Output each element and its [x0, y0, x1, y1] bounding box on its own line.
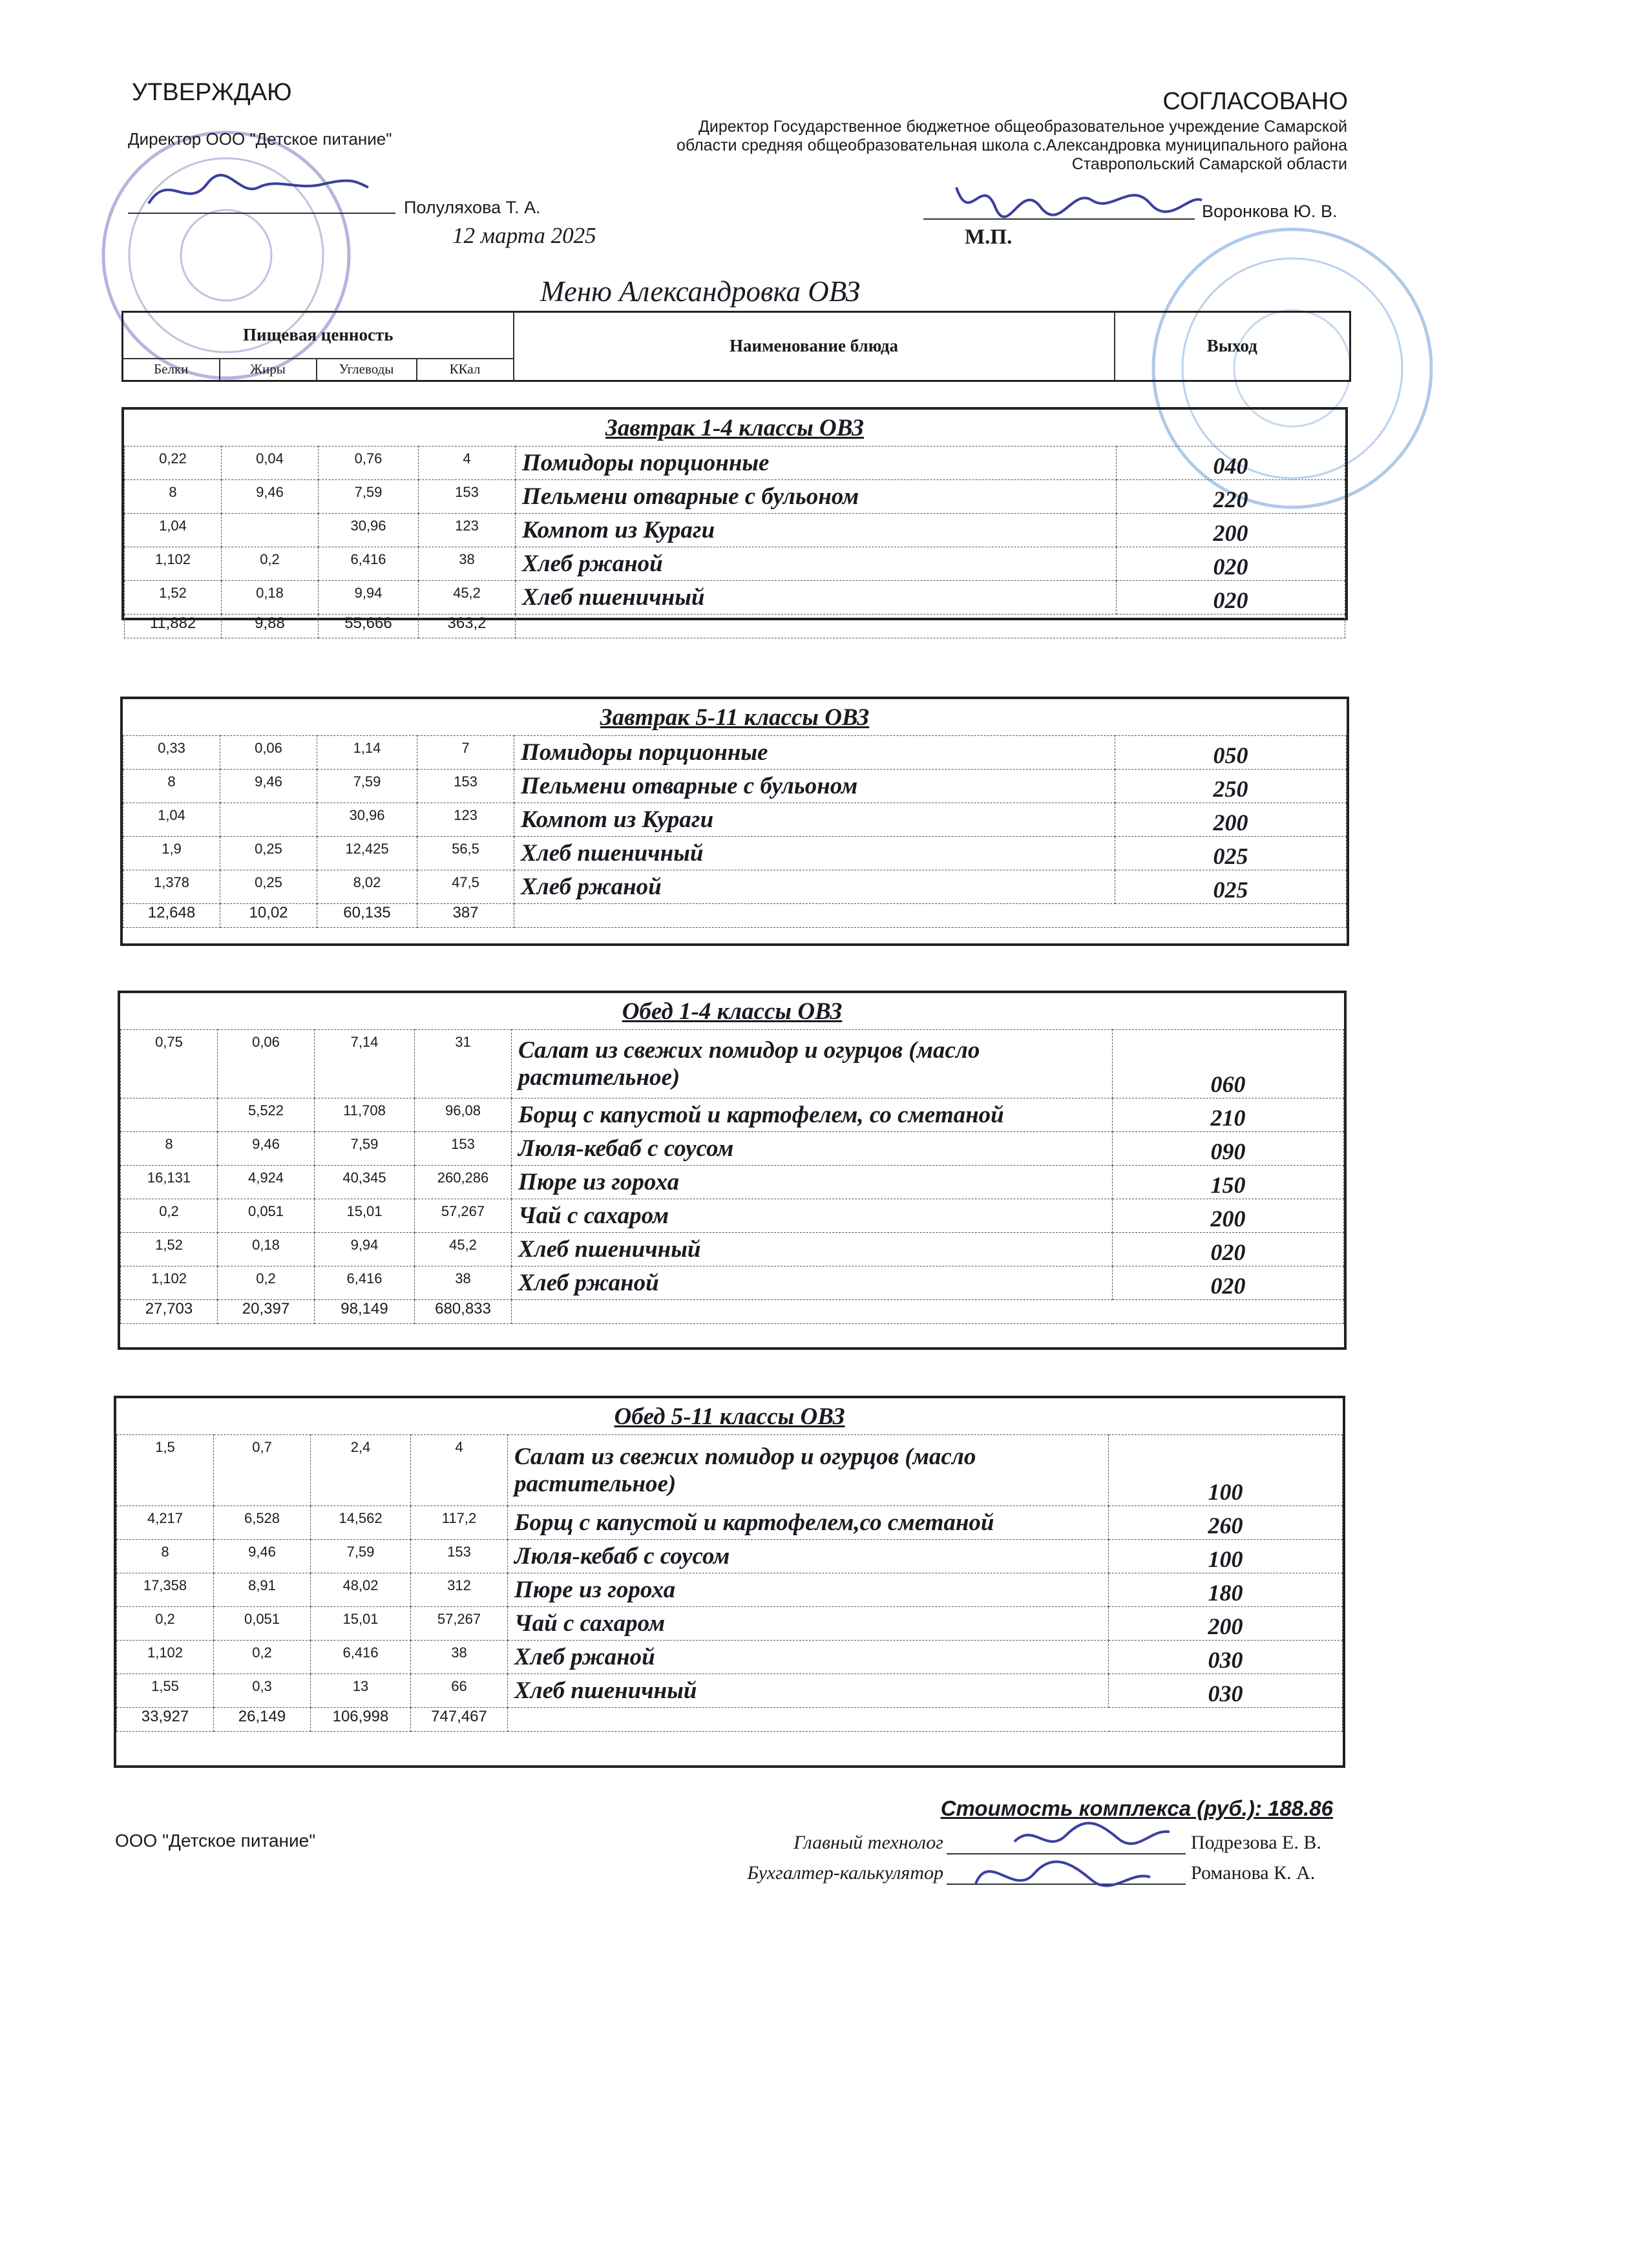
kcal-cell: 153 — [411, 1540, 508, 1573]
output-header: Выход — [1115, 312, 1350, 381]
table-row — [121, 1098, 1344, 1132]
output-cell: 200 — [1113, 1199, 1344, 1233]
technologist-name: Подрезова Е. В. — [1191, 1832, 1321, 1853]
output-cell: 180 — [1109, 1573, 1343, 1607]
kcal-cell: 38 — [419, 547, 516, 581]
proteins-cell: 1,9 — [123, 837, 220, 870]
proteins-cell: 0,2 — [121, 1199, 218, 1233]
carbs-cell: 13 — [311, 1674, 411, 1708]
accountant-role: Бухгалтер-калькулятор — [747, 1862, 943, 1884]
carbs-cell: 2,4 — [311, 1435, 411, 1506]
fats-cell: 8,91 — [214, 1573, 311, 1607]
section-title: Завтрак 5-11 классы ОВЗ — [600, 704, 870, 731]
output-cell: 025 — [1115, 870, 1347, 904]
kcal-cell: 7 — [417, 736, 514, 770]
dish-name-cell: Борщ с капустой и картофелем,со сметаной — [508, 1506, 1109, 1540]
total-row — [123, 904, 1347, 928]
total-empty — [508, 1708, 1109, 1732]
output-cell: 040 — [1117, 446, 1345, 480]
proteins-cell: 8 — [121, 1132, 218, 1166]
menu-section-table — [120, 993, 1344, 1324]
total-empty — [514, 904, 1115, 928]
proteins-cell: 1,102 — [121, 1266, 218, 1300]
dish-name-cell: Компот из Кураги — [514, 803, 1115, 837]
stamp-place-label: М.П. — [965, 226, 1013, 249]
dish-name-cell: Хлеб пшеничный — [512, 1233, 1113, 1266]
fats-cell — [220, 803, 317, 837]
carbs-cell: 48,02 — [311, 1573, 411, 1607]
proteins-cell: 0,75 — [121, 1030, 218, 1098]
dish-name-cell: Хлеб ржаной — [508, 1641, 1109, 1674]
approve-name: Полуляхова Т. А. — [404, 198, 541, 217]
carbs-cell: 1,14 — [317, 736, 417, 770]
output-cell: 150 — [1113, 1166, 1344, 1199]
menu-section — [114, 1396, 1345, 1768]
fats-cell — [222, 514, 319, 547]
proteins-cell: 0,22 — [125, 446, 222, 480]
total-empty — [1109, 1708, 1343, 1732]
fats-cell: 9,46 — [218, 1132, 315, 1166]
proteins-header: Белки — [123, 359, 220, 381]
accountant-signature — [963, 1845, 1157, 1903]
output-cell: 020 — [1117, 547, 1345, 581]
fats-cell: 0,7 — [214, 1435, 311, 1506]
carbs-cell: 9,94 — [319, 581, 419, 614]
carbs-header: Углеводы — [317, 359, 417, 381]
fats-cell: 6,528 — [214, 1506, 311, 1540]
kcal-cell: 4 — [411, 1435, 508, 1506]
fats-cell: 0,051 — [214, 1607, 311, 1641]
dish-name-cell: Салат из свежих помидор и огурцов (масло растительное) — [512, 1030, 1113, 1098]
section-title: Обед 5-11 классы ОВЗ — [614, 1403, 845, 1430]
approve-signature — [142, 165, 375, 216]
output-cell: 250 — [1115, 770, 1347, 803]
carbs-cell: 6,416 — [315, 1266, 415, 1300]
kcal-cell: 312 — [411, 1573, 508, 1607]
menu-section-table — [123, 699, 1347, 928]
table-row — [117, 1641, 1343, 1674]
total-proteins: 11,882 — [125, 614, 222, 638]
page-title: Меню Александровка ОВЗ — [540, 275, 860, 308]
output-cell: 220 — [1117, 480, 1345, 514]
total-empty — [516, 614, 1117, 638]
total-empty — [512, 1300, 1113, 1324]
total-empty — [1115, 904, 1347, 928]
kcal-cell: 45,2 — [419, 581, 516, 614]
dish-name-cell: Хлеб ржаной — [512, 1266, 1113, 1300]
dish-name-cell: Хлеб ржаной — [514, 870, 1115, 904]
fats-cell: 0,18 — [218, 1233, 315, 1266]
technologist-role: Главный технолог — [793, 1832, 943, 1853]
carbs-cell: 0,76 — [319, 446, 419, 480]
proteins-cell: 16,131 — [121, 1166, 218, 1199]
dish-name-cell: Компот из Кураги — [516, 514, 1117, 547]
carbs-cell: 40,345 — [315, 1166, 415, 1199]
total-fats: 20,397 — [218, 1300, 315, 1324]
fats-cell: 9,46 — [220, 770, 317, 803]
table-row — [121, 1199, 1344, 1233]
table-row — [117, 1506, 1343, 1540]
proteins-cell: 1,5 — [117, 1435, 214, 1506]
fats-cell: 0,2 — [214, 1641, 311, 1674]
carbs-cell: 11,708 — [315, 1098, 415, 1132]
menu-section-table — [116, 1398, 1343, 1732]
table-row — [121, 1233, 1344, 1266]
menu-section — [121, 407, 1348, 632]
output-cell: 200 — [1117, 514, 1345, 547]
fats-cell: 0,051 — [218, 1199, 315, 1233]
kcal-cell: 96,08 — [415, 1098, 512, 1132]
dish-name-cell: Люля-кебаб с соусом — [512, 1132, 1113, 1166]
kcal-header: ККал — [417, 359, 514, 381]
total-proteins: 12,648 — [123, 904, 220, 928]
kcal-cell: 153 — [419, 480, 516, 514]
output-cell: 260 — [1109, 1506, 1343, 1540]
output-cell: 020 — [1113, 1233, 1344, 1266]
fats-cell: 9,46 — [214, 1540, 311, 1573]
fats-header: Жиры — [220, 359, 317, 381]
kcal-cell: 117,2 — [411, 1506, 508, 1540]
output-cell: 100 — [1109, 1435, 1343, 1506]
table-row — [117, 1435, 1343, 1506]
dish-name-cell: Борщ с капустой и картофелем, со сметаной — [512, 1098, 1113, 1132]
agree-role: Директор Государственное бюджетное общеобразовательное учреждение Самарской области средняя общеобразовательная школа с.Александровка муниципального района Ставропольский Самарской области — [677, 118, 1347, 173]
total-row — [117, 1708, 1343, 1732]
dish-name-cell: Хлеб пшеничный — [514, 837, 1115, 870]
kcal-cell: 260,286 — [415, 1166, 512, 1199]
proteins-cell: 1,04 — [123, 803, 220, 837]
table-row — [125, 581, 1345, 614]
carbs-cell: 9,94 — [315, 1233, 415, 1266]
table-row — [125, 547, 1345, 581]
table-row — [117, 1674, 1343, 1708]
kcal-cell: 153 — [417, 770, 514, 803]
kcal-cell: 38 — [411, 1641, 508, 1674]
kcal-cell: 56,5 — [417, 837, 514, 870]
proteins-cell: 1,55 — [117, 1674, 214, 1708]
fats-cell: 0,2 — [222, 547, 319, 581]
output-cell: 210 — [1113, 1098, 1344, 1132]
table-row — [117, 1607, 1343, 1641]
carbs-cell: 6,416 — [311, 1641, 411, 1674]
proteins-cell: 1,52 — [121, 1233, 218, 1266]
fats-cell: 0,18 — [222, 581, 319, 614]
proteins-cell: 1,378 — [123, 870, 220, 904]
proteins-cell: 8 — [123, 770, 220, 803]
kcal-cell: 66 — [411, 1674, 508, 1708]
table-row — [123, 870, 1347, 904]
dish-name-cell: Пельмени отварные с бульоном — [516, 480, 1117, 514]
agree-name: Воронкова Ю. В. — [1202, 202, 1338, 221]
fats-cell: 0,06 — [218, 1030, 315, 1098]
proteins-cell: 4,217 — [117, 1506, 214, 1540]
total-carbs: 60,135 — [317, 904, 417, 928]
table-row — [125, 480, 1345, 514]
section-title: Завтрак 1-4 классы ОВЗ — [605, 414, 864, 441]
fats-cell: 5,522 — [218, 1098, 315, 1132]
dish-header: Наименование блюда — [514, 312, 1115, 381]
menu-section — [120, 697, 1349, 946]
agree-signature — [943, 162, 1215, 233]
fats-cell: 0,06 — [220, 736, 317, 770]
approve-title: УТВЕРЖДАЮ — [132, 79, 292, 106]
kcal-cell: 45,2 — [415, 1233, 512, 1266]
fats-cell: 4,924 — [218, 1166, 315, 1199]
total-fats: 9,88 — [222, 614, 319, 638]
carbs-cell: 7,59 — [315, 1132, 415, 1166]
fats-cell: 0,04 — [222, 446, 319, 480]
carbs-cell: 7,59 — [319, 480, 419, 514]
table-row — [121, 1266, 1344, 1300]
dish-name-cell: Салат из свежих помидор и огурцов (масло растительное) — [508, 1435, 1109, 1506]
carbs-cell: 7,59 — [317, 770, 417, 803]
dish-name-cell: Хлеб пшеничный — [508, 1674, 1109, 1708]
section-title: Обед 1-4 классы ОВЗ — [622, 998, 843, 1025]
output-cell: 090 — [1113, 1132, 1344, 1166]
table-row — [117, 1573, 1343, 1607]
output-cell: 025 — [1115, 837, 1347, 870]
output-cell: 100 — [1109, 1540, 1343, 1573]
table-row — [125, 446, 1345, 480]
proteins-cell: 1,52 — [125, 581, 222, 614]
total-kcal: 680,833 — [415, 1300, 512, 1324]
proteins-cell: 17,358 — [117, 1573, 214, 1607]
kcal-cell: 38 — [415, 1266, 512, 1300]
total-fats: 26,149 — [214, 1708, 311, 1732]
fats-cell: 9,46 — [222, 480, 319, 514]
agree-title: СОГЛАСОВАНО — [1162, 88, 1348, 115]
kcal-cell: 31 — [415, 1030, 512, 1098]
carbs-cell: 8,02 — [317, 870, 417, 904]
fats-cell: 0,2 — [218, 1266, 315, 1300]
output-cell: 060 — [1113, 1030, 1344, 1098]
kcal-cell: 123 — [419, 514, 516, 547]
table-row — [121, 1166, 1344, 1199]
total-fats: 10,02 — [220, 904, 317, 928]
dish-name-cell: Хлеб пшеничный — [516, 581, 1117, 614]
proteins-cell: 8 — [125, 480, 222, 514]
proteins-cell — [121, 1098, 218, 1132]
complex-cost: Стоимость комплекса (руб.): 188.86 — [940, 1796, 1333, 1820]
kcal-cell: 123 — [417, 803, 514, 837]
menu-section-table — [124, 410, 1345, 638]
table-row — [121, 1132, 1344, 1166]
total-kcal: 387 — [417, 904, 514, 928]
table-row — [117, 1540, 1343, 1573]
proteins-cell: 1,102 — [117, 1641, 214, 1674]
output-cell: 200 — [1109, 1607, 1343, 1641]
approve-role: Директор ООО "Детское питание" — [128, 129, 392, 149]
output-cell: 030 — [1109, 1641, 1343, 1674]
output-cell: 020 — [1117, 581, 1345, 614]
total-kcal: 363,2 — [419, 614, 516, 638]
dish-name-cell: Чай с сахаром — [512, 1199, 1113, 1233]
total-empty — [1113, 1300, 1344, 1324]
kcal-cell: 153 — [415, 1132, 512, 1166]
total-proteins: 27,703 — [121, 1300, 218, 1324]
fats-cell: 0,3 — [214, 1674, 311, 1708]
dish-name-cell: Пельмени отварные с бульоном — [514, 770, 1115, 803]
dish-name-cell: Помидоры порционные — [516, 446, 1117, 480]
output-cell: 200 — [1115, 803, 1347, 837]
kcal-cell: 47,5 — [417, 870, 514, 904]
footer-organization: ООО "Детское питание" — [115, 1831, 316, 1851]
dish-name-cell: Пюре из гороха — [508, 1573, 1109, 1607]
kcal-cell: 57,267 — [411, 1607, 508, 1641]
menu-section — [118, 991, 1347, 1350]
total-row — [121, 1300, 1344, 1324]
dish-name-cell: Помидоры порционные — [514, 736, 1115, 770]
dish-name-cell: Пюре из гороха — [512, 1166, 1113, 1199]
carbs-cell: 15,01 — [315, 1199, 415, 1233]
table-row — [123, 837, 1347, 870]
carbs-cell: 30,96 — [319, 514, 419, 547]
total-proteins: 33,927 — [117, 1708, 214, 1732]
accountant-name: Романова К. А. — [1191, 1862, 1316, 1884]
output-cell: 050 — [1115, 736, 1347, 770]
carbs-cell: 30,96 — [317, 803, 417, 837]
total-carbs: 98,149 — [315, 1300, 415, 1324]
table-row — [123, 770, 1347, 803]
fats-cell: 0,25 — [220, 870, 317, 904]
output-cell: 030 — [1109, 1674, 1343, 1708]
table-row — [125, 514, 1345, 547]
total-carbs: 106,998 — [311, 1708, 411, 1732]
dish-name-cell: Люля-кебаб с соусом — [508, 1540, 1109, 1573]
kcal-cell: 57,267 — [415, 1199, 512, 1233]
total-row — [125, 614, 1345, 638]
total-carbs: 55,666 — [319, 614, 419, 638]
carbs-cell: 12,425 — [317, 837, 417, 870]
table-row — [123, 803, 1347, 837]
carbs-cell: 14,562 — [311, 1506, 411, 1540]
proteins-cell: 0,2 — [117, 1607, 214, 1641]
fats-cell: 0,25 — [220, 837, 317, 870]
approve-date: 12 марта 2025 — [452, 223, 596, 248]
proteins-cell: 0,33 — [123, 736, 220, 770]
output-cell: 020 — [1113, 1266, 1344, 1300]
dish-name-cell: Хлеб ржаной — [516, 547, 1117, 581]
carbs-cell: 7,14 — [315, 1030, 415, 1098]
proteins-cell: 1,102 — [125, 547, 222, 581]
nutrition-header: Пищевая ценность — [123, 312, 514, 359]
total-kcal: 747,467 — [411, 1708, 508, 1732]
table-row — [121, 1030, 1344, 1098]
column-header-table — [121, 311, 1351, 382]
carbs-cell: 6,416 — [319, 547, 419, 581]
proteins-cell: 1,04 — [125, 514, 222, 547]
carbs-cell: 15,01 — [311, 1607, 411, 1641]
kcal-cell: 4 — [419, 446, 516, 480]
carbs-cell: 7,59 — [311, 1540, 411, 1573]
total-empty — [1117, 614, 1345, 638]
dish-name-cell: Чай с сахаром — [508, 1607, 1109, 1641]
proteins-cell: 8 — [117, 1540, 214, 1573]
table-row — [123, 736, 1347, 770]
